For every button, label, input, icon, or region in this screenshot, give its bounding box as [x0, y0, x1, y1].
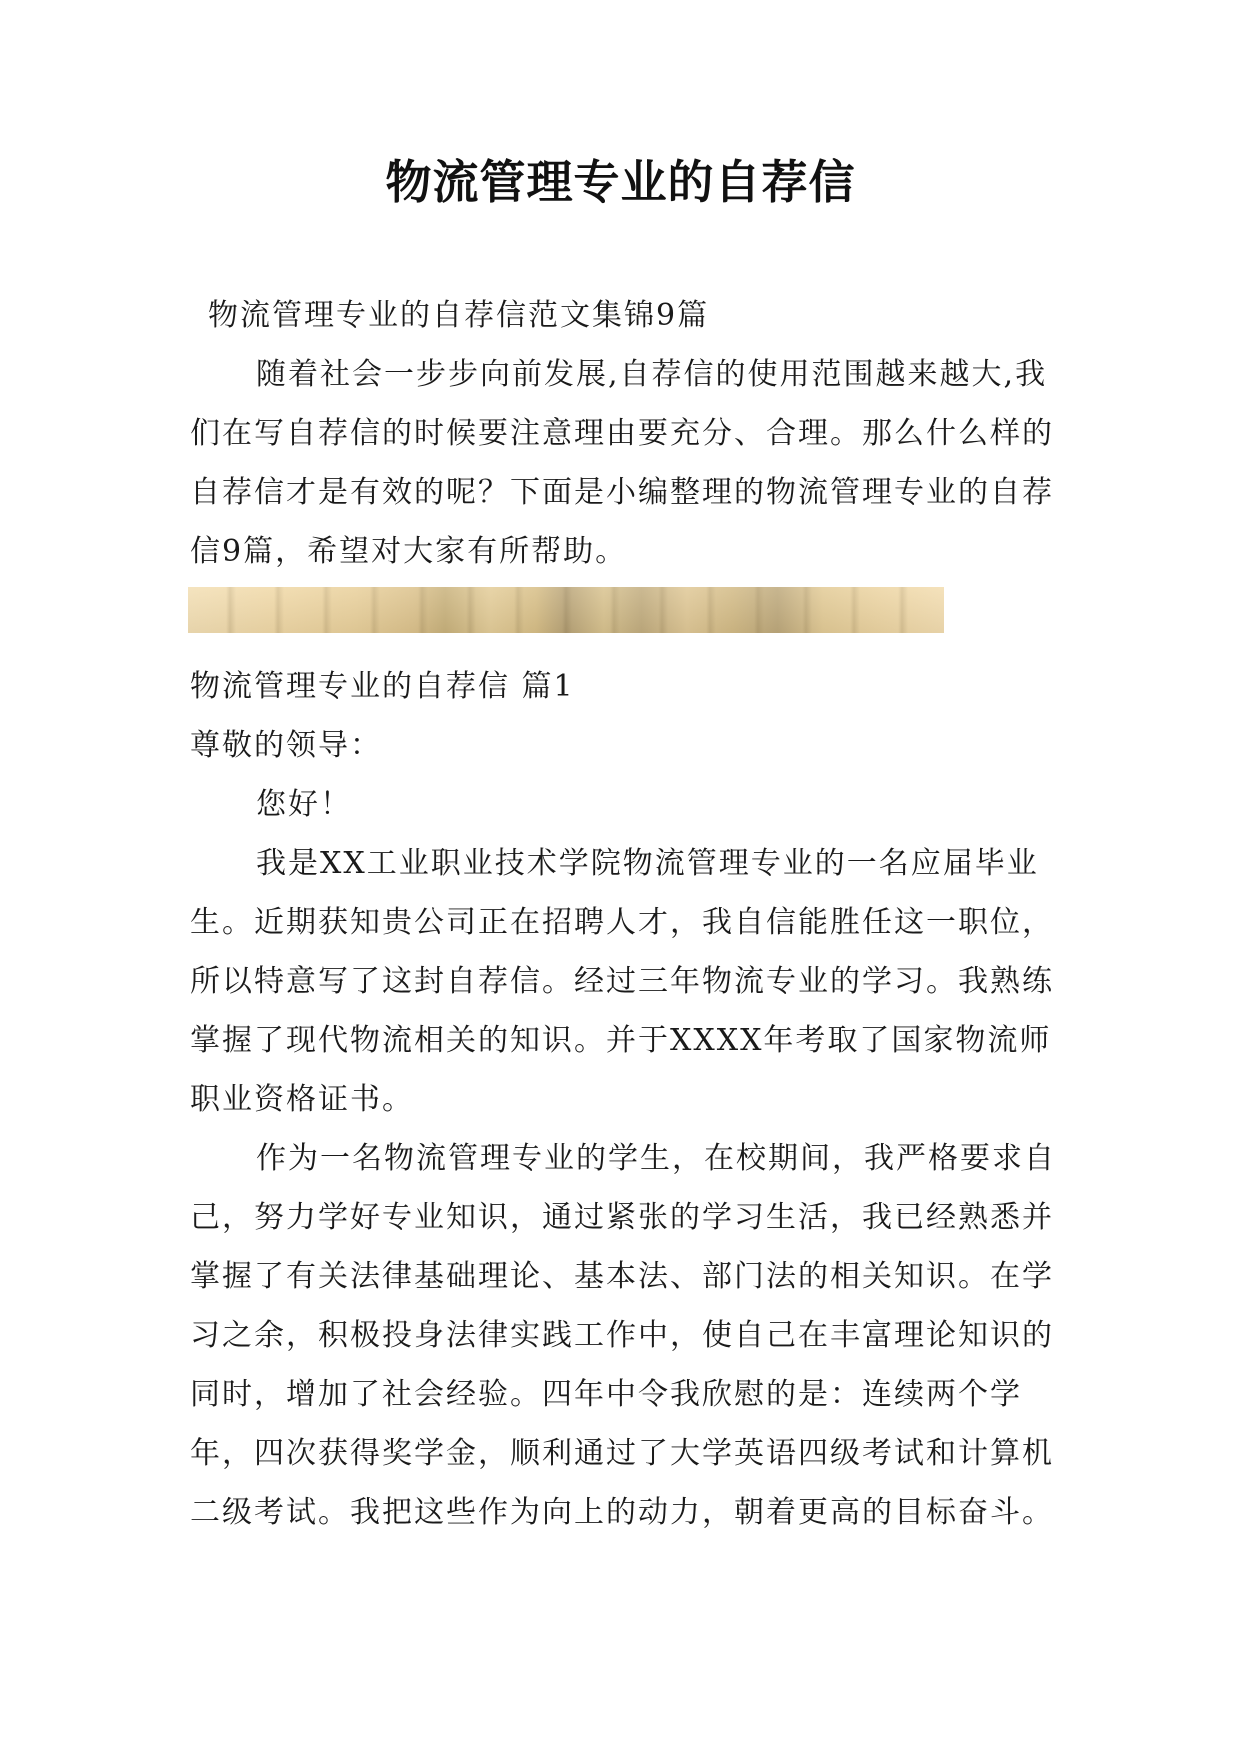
- salutation: 尊敬的领导：: [190, 728, 382, 763]
- section-heading: 物流管理专业的自荐信 篇1: [190, 669, 575, 704]
- body-paragraph-1: 我是XX工业职业技术学院物流管理专业的一名应届毕业生。近期获知贵公司正在招聘人才，我自信能胜任这一职位，所以特意写了这封自荐信。经过三年物流专业的学习。我熟练掌握了现代物流相关的知识。并于XXXX年考取了国家物流师职业资格证书。: [190, 846, 1054, 1117]
- decorative-banner-image: [188, 587, 944, 633]
- document-title: 物流管理专业的自荐信: [385, 155, 856, 209]
- body-paragraph-2: 作为一名物流管理专业的学生，在校期间，我严格要求自己，努力学好专业知识，通过紧张的学习生活，我已经熟悉并掌握了有关法律基础理论、基本法、部门法的相关知识。在学习之余，积极投身法律实践工作中，使自己在丰富理论知识的同时，增加了社会经验。四年中令我欣慰的是：连续两个学年，四次获得奖学金，顺利通过了大学英语四级考试和计算机二级考试。我把这些作为向上的动力，朝着更高的目标奋斗。: [190, 1141, 1056, 1530]
- intro-paragraph: 随着社会一步步向前发展,自荐信的使用范围越来越大,我们在写自荐信的时候要注意理由要充分、合理。那么什么样的自荐信才是有效的呢？下面是小编整理的物流管理专业的自荐信9篇，希望对大家有所帮助。: [190, 357, 1054, 569]
- greeting: 您好！: [256, 787, 352, 822]
- document-body: [190, 286, 1070, 1542]
- document-subtitle: 物流管理专业的自荐信范文集锦9篇: [208, 298, 710, 333]
